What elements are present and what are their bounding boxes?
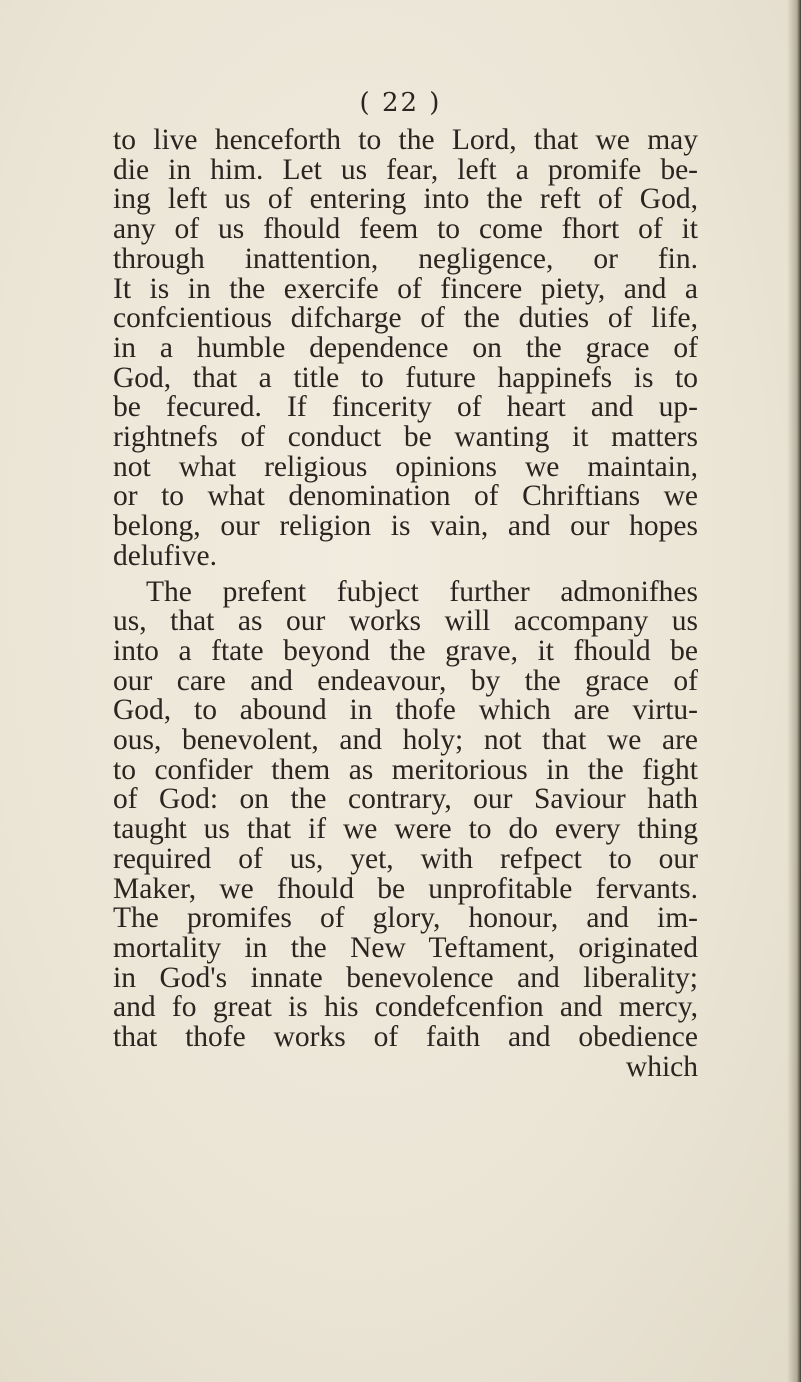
text-line: It is in the exercife of fincere piety, and a [113, 272, 698, 305]
page-number-header: ( 22 ) [359, 88, 442, 118]
catchword: which [625, 1050, 698, 1083]
text-line: confcientious difcharge of the duties of life, [113, 302, 698, 335]
text-line: and fo great is his condefcenfion and mercy, [113, 991, 698, 1024]
text-line: in a humble dependence on the grace of [113, 331, 698, 364]
text-line: to confider them as meritorious in the fight [113, 753, 698, 786]
text-line: The promifes of glory, honour, and im- [113, 902, 698, 935]
text-line: any of us fhould feem to come fhort of it [113, 213, 698, 246]
text-line: die in him. Let us fear, left a promife be- [113, 153, 698, 186]
text-line: God, to abound in thofe which are virtu- [113, 694, 698, 727]
text-line: our care and endeavour, by the grace of [113, 664, 698, 697]
text-line: in God's innate benevolence and liberality; [113, 961, 698, 994]
paragraph-1 [113, 126, 698, 572]
text-line: of God: on the contrary, our Saviour hath [113, 783, 698, 816]
text-line: ing left us of entering into the reft of God, [113, 183, 698, 216]
page-edge-shadow [787, 0, 801, 1382]
text-line: taught us that if we were to do every thing [113, 813, 698, 846]
text-line: mortality in the New Teftament, originated [113, 931, 698, 964]
text-line: us, that as our works will accompany us [113, 605, 698, 638]
text-line: ous, benevolent, and holy; not that we are [113, 724, 698, 757]
text-line: required of us, yet, with refpect to our [113, 842, 698, 875]
text-line: belong, our religion is vain, and our hopes [113, 510, 698, 543]
body-text [113, 126, 698, 1083]
text-line: be fecured. If fincerity of heart and up- [113, 391, 698, 424]
text-line: God, that a title to future happinefs is to [113, 361, 698, 394]
text-line: that thofe works of faith and obedience [113, 1021, 698, 1054]
text-line: rightnefs of conduct be wanting it matters [113, 421, 698, 454]
paragraph-2 [113, 575, 698, 1054]
text-line: Maker, we fhould be unprofitable fervants. [113, 872, 698, 905]
text-line: or to what denomination of Chriftians we [113, 480, 698, 513]
text-line: The prefent fubject further admonifhes [146, 575, 698, 608]
text-line: not what religious opinions we maintain, [113, 450, 698, 483]
text-line: to live henceforth to the Lord, that we may [113, 124, 698, 156]
text-line: through inattention, negligence, or fin. [113, 242, 698, 275]
text-line: delufive. [113, 539, 218, 572]
text-line: into a ftate beyond the grave, it fhould be [113, 634, 698, 667]
